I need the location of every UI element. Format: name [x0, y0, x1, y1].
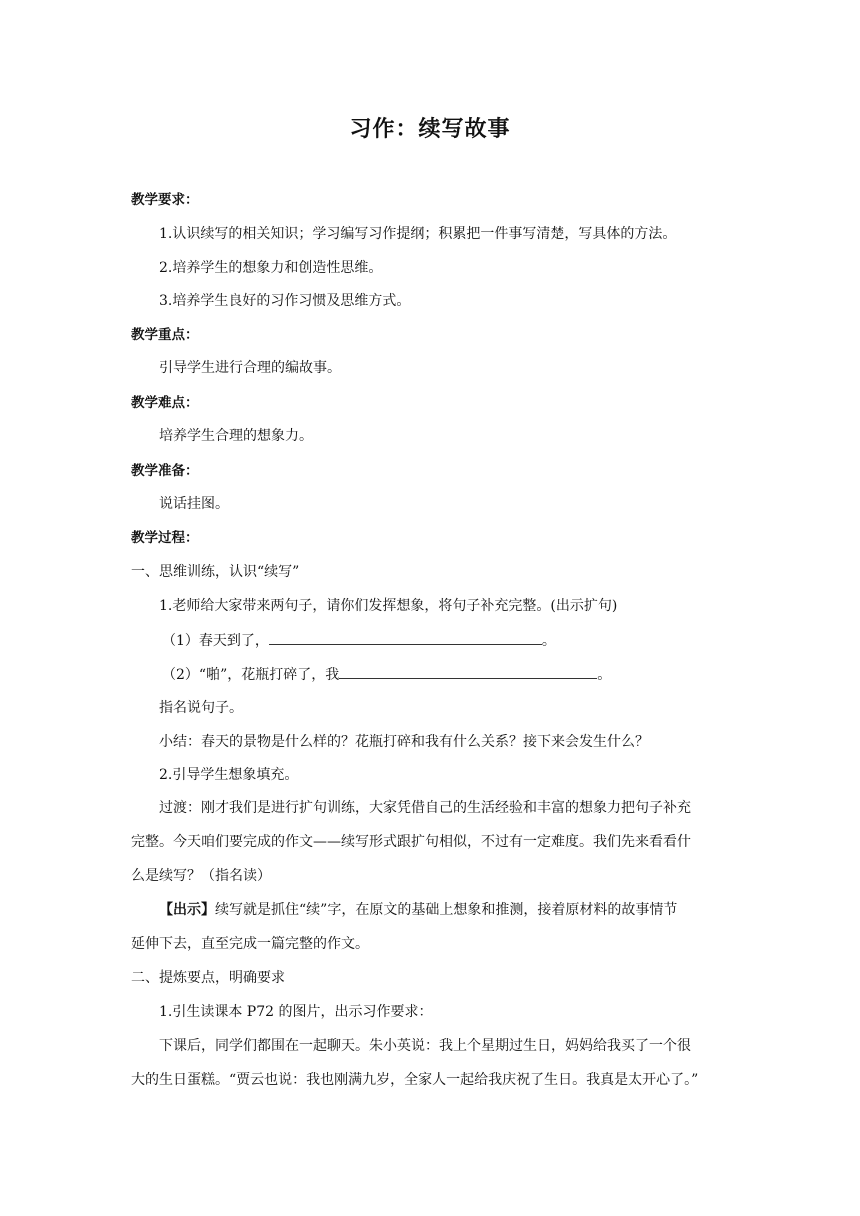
- preparation-heading: 教学准备：: [131, 463, 199, 479]
- part2-step1: 1.引生读课本 P72 的图片，出示习作要求：: [159, 1004, 433, 1020]
- requirement-item-1: 1.认识续写的相关知识；学习编写习作提纲；积累把一件事写清楚，写具体的方法。: [159, 226, 677, 242]
- story-line-2: 大的生日蛋糕。“贾云也说：我也刚满九岁，全家人一起给我庆祝了生日。我真是太开心了。”: [131, 1072, 699, 1088]
- sentence-1: [162, 630, 556, 651]
- sentence-1-prefix: （1）春天到了，: [162, 633, 269, 649]
- sentence-1-suffix: 。: [541, 633, 556, 649]
- show-text-1: 续写就是抓住“续”字，在原文的基础上想象和推测，接着原材料的故事情节: [215, 902, 678, 918]
- story-line-1: 下课后，同学们都围在一起聊天。朱小英说：我上个星期过生日，妈妈给我买了一个很: [159, 1038, 691, 1054]
- key-points-text: 引导学生进行合理的编故事。: [159, 360, 341, 376]
- key-points-heading: 教学重点：: [131, 327, 199, 343]
- difficulty-heading: 教学难点：: [131, 395, 199, 411]
- sentence-2-prefix: （2）“啪”，花瓶打碎了，我: [162, 667, 340, 683]
- part1-step1: 1.老师给大家带来两句子，请你们发挥想象，将句子补充完整。(出示扩句): [159, 598, 618, 614]
- transition-line-1: 过渡：刚才我们是进行扩句训练，大家凭借自己的生活经验和丰富的想象力把句子补充: [159, 800, 691, 816]
- page-title: 习作：续写故事: [349, 117, 511, 142]
- call-on-students: 指名说句子。: [159, 700, 243, 716]
- part1-step2: 2.引导学生想象填充。: [159, 767, 299, 783]
- requirement-item-3: 3.培养学生良好的习作习惯及思维方式。: [159, 293, 411, 309]
- requirements-heading: 教学要求：: [131, 192, 199, 208]
- sentence-2: [162, 664, 611, 685]
- process-heading: 教学过程：: [131, 530, 199, 546]
- show-line-2: 延伸下去，直至完成一篇完整的作文。: [131, 936, 369, 952]
- sentence-1-blank: [269, 630, 542, 645]
- show-label: 【出示】: [159, 902, 215, 918]
- part1-title: 一、思维训练，认识“续写”: [131, 564, 300, 580]
- part2-title: 二、提炼要点，明确要求: [131, 970, 285, 986]
- difficulty-text: 培养学生合理的想象力。: [159, 428, 313, 444]
- transition-line-2: 完整。今天咱们要完成的作文——续写形式跟扩句相似，不过有一定难度。我们先来看看什: [131, 834, 691, 850]
- preparation-text: 说话挂图。: [159, 496, 229, 512]
- summary-text: 小结：春天的景物是什么样的？花瓶打碎和我有什么关系？接下来会发生什么？: [159, 734, 649, 750]
- sentence-2-blank: [339, 664, 597, 679]
- requirement-item-2: 2.培养学生的想象力和创造性思维。: [159, 260, 383, 276]
- show-line-1: [159, 900, 677, 920]
- transition-line-3: 么是续写？（指名读）: [131, 868, 271, 884]
- sentence-2-suffix: 。: [597, 667, 612, 683]
